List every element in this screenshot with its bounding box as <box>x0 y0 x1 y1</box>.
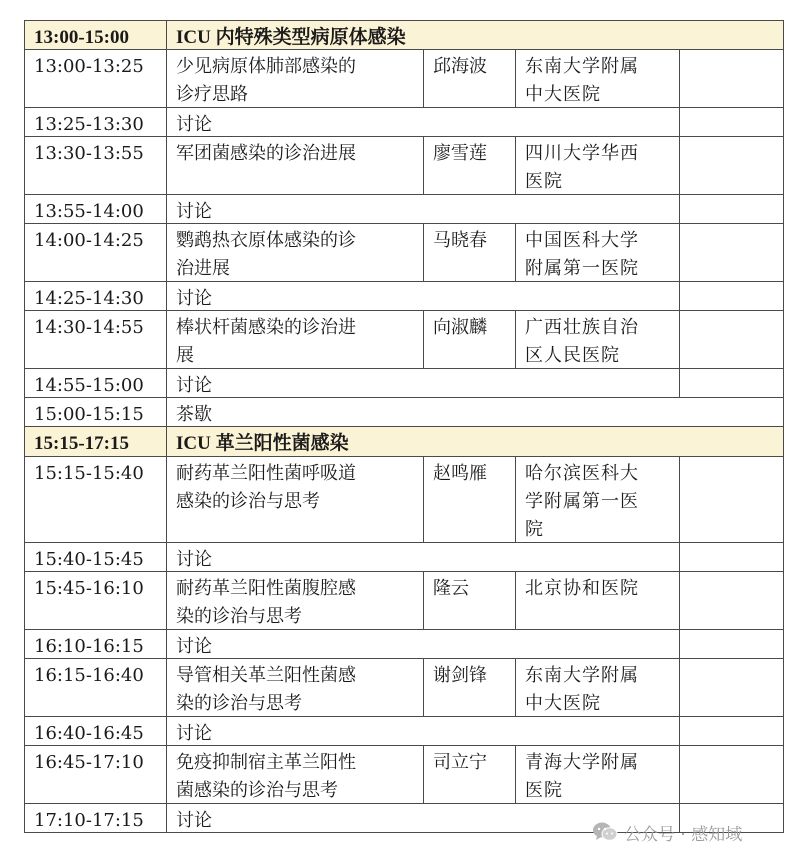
discussion-cell: 讨论 <box>166 282 679 310</box>
hospital-cell: 青海大学附属 医院 <box>515 746 679 803</box>
speaker-cell: 隆云 <box>423 572 515 629</box>
empty-cell <box>679 50 783 107</box>
time-cell: 15:40-15:45 <box>34 549 144 570</box>
discussion-cell: 讨论 <box>166 717 679 745</box>
time-cell: 13:00-13:25 <box>34 56 144 77</box>
time-cell: 13:30-13:55 <box>34 143 144 164</box>
section-header <box>24 427 784 457</box>
hospital-cell: 东南大学附属 中大医院 <box>515 50 679 107</box>
empty-cell <box>679 746 783 803</box>
watermark <box>592 818 742 846</box>
break-cell: 茶歇 <box>166 398 783 426</box>
speaker-cell: 司立宁 <box>423 746 515 803</box>
hospital-cell: 四川大学华西 医院 <box>515 137 679 194</box>
empty-cell <box>679 195 783 223</box>
speaker-cell: 赵鸣雁 <box>423 457 515 542</box>
session-row <box>24 746 784 804</box>
hospital-cell: 北京协和医院 <box>515 572 679 629</box>
time-cell: 17:10-17:15 <box>34 810 144 831</box>
session-row <box>24 311 784 369</box>
session-row <box>24 224 784 282</box>
time-cell: 14:55-15:00 <box>34 375 144 396</box>
session-row <box>24 659 784 717</box>
discussion-cell: 讨论 <box>166 543 679 571</box>
session-row <box>24 572 784 630</box>
discussion-row <box>24 369 784 398</box>
topic-cell: 棒状杆菌感染的诊治进 展 <box>166 311 423 368</box>
session-row <box>24 50 784 108</box>
session-row <box>24 137 784 195</box>
topic-cell: 耐药革兰阳性菌腹腔感 染的诊治与思考 <box>166 572 423 629</box>
topic-cell: 军团菌感染的诊治进展 <box>166 137 423 194</box>
discussion-row <box>24 630 784 659</box>
section-title: ICU 革兰阳性菌感染 <box>166 427 783 456</box>
time-cell: 15:15-15:40 <box>34 463 144 484</box>
time-cell: 13:25-13:30 <box>34 114 144 135</box>
empty-cell <box>679 717 783 745</box>
time-cell: 14:00-14:25 <box>34 230 144 251</box>
section-time: 15:15-17:15 <box>34 433 129 454</box>
section-header <box>24 20 784 50</box>
schedule-table <box>24 20 784 833</box>
speaker-cell: 廖雪莲 <box>423 137 515 194</box>
discussion-row <box>24 282 784 311</box>
empty-cell <box>679 282 783 310</box>
topic-cell: 鹦鹉热衣原体感染的诊 治进展 <box>166 224 423 281</box>
speaker-cell: 谢剑锋 <box>423 659 515 716</box>
time-cell: 16:10-16:15 <box>34 636 144 657</box>
discussion-cell: 讨论 <box>166 108 679 136</box>
discussion-row <box>24 543 784 572</box>
hospital-cell: 哈尔滨医科大 学附属第一医 院 <box>515 457 679 542</box>
hospital-cell: 中国医科大学 附属第一医院 <box>515 224 679 281</box>
time-cell: 16:40-16:45 <box>34 723 144 744</box>
topic-cell: 耐药革兰阳性菌呼吸道 感染的诊治与思考 <box>166 457 423 542</box>
discussion-cell: 讨论 <box>166 195 679 223</box>
discussion-row <box>24 717 784 746</box>
topic-cell: 免疫抑制宿主革兰阳性 菌感染的诊治与思考 <box>166 746 423 803</box>
topic-cell: 导管相关革兰阳性菌感 染的诊治与思考 <box>166 659 423 716</box>
topic-cell: 少见病原体肺部感染的 诊疗思路 <box>166 50 423 107</box>
empty-cell <box>679 224 783 281</box>
section-title: ICU 内特殊类型病原体感染 <box>166 21 783 49</box>
hospital-cell: 广西壮族自治 区人民医院 <box>515 311 679 368</box>
speaker-cell: 马晓春 <box>423 224 515 281</box>
discussion-row <box>24 195 784 224</box>
time-cell: 13:55-14:00 <box>34 201 144 222</box>
empty-cell <box>679 457 783 542</box>
time-cell: 15:45-16:10 <box>34 578 144 599</box>
empty-cell <box>679 108 783 136</box>
time-cell: 14:25-14:30 <box>34 288 144 309</box>
time-cell: 15:00-15:15 <box>34 404 144 425</box>
empty-cell <box>679 659 783 716</box>
discussion-row <box>24 108 784 137</box>
discussion-cell: 讨论 <box>166 804 679 832</box>
empty-cell <box>679 369 783 397</box>
time-cell: 16:45-17:10 <box>34 752 144 773</box>
empty-cell <box>679 137 783 194</box>
discussion-cell: 讨论 <box>166 369 679 397</box>
empty-cell <box>679 572 783 629</box>
empty-cell <box>679 311 783 368</box>
speaker-cell: 向淑麟 <box>423 311 515 368</box>
empty-cell <box>679 543 783 571</box>
wechat-icon <box>592 821 618 843</box>
break-row <box>24 398 784 427</box>
session-row <box>24 457 784 543</box>
section-time: 13:00-15:00 <box>34 27 129 48</box>
watermark-text: 公众号 · 感知域 <box>624 824 743 845</box>
discussion-cell: 讨论 <box>166 630 679 658</box>
speaker-cell: 邱海波 <box>423 50 515 107</box>
hospital-cell: 东南大学附属 中大医院 <box>515 659 679 716</box>
time-cell: 14:30-14:55 <box>34 317 144 338</box>
empty-cell <box>679 630 783 658</box>
time-cell: 16:15-16:40 <box>34 665 144 686</box>
